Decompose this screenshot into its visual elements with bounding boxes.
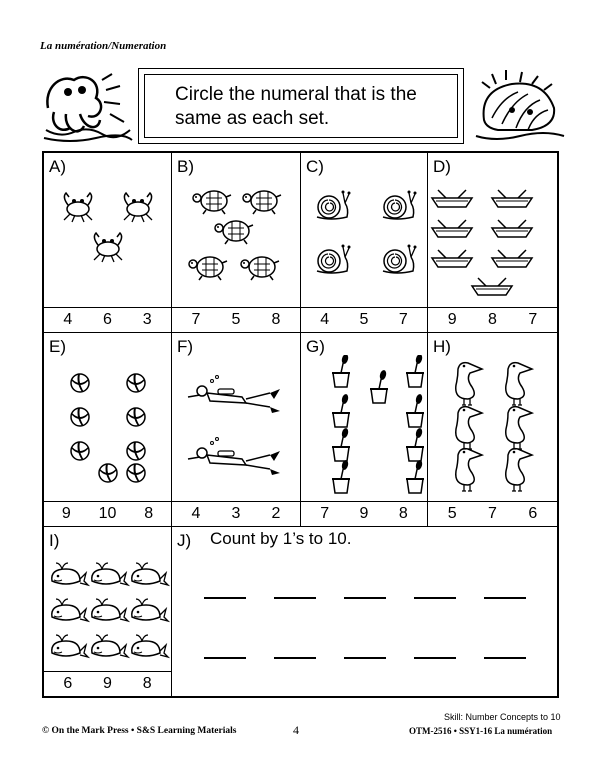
answer-option[interactable]: 6 (103, 311, 112, 328)
answer-option[interactable]: 7 (191, 311, 201, 328)
turtle-icon (172, 175, 300, 305)
cell-label: G) (306, 337, 325, 356)
answer-choices (172, 307, 300, 332)
cell-label: J) (177, 531, 192, 550)
topic-header: La numération/Numeration (40, 40, 167, 52)
answer-choices (172, 501, 300, 526)
cell-g (301, 333, 428, 527)
instruction-line-1: Circle the numeral that is the (175, 84, 417, 105)
skill-label: Skill: Number Concepts to 10 (444, 712, 561, 722)
answer-option[interactable]: 4 (63, 311, 73, 328)
answer-option[interactable]: 9 (447, 311, 457, 328)
answer-choices (44, 671, 171, 696)
answer-blank[interactable] (344, 657, 386, 659)
answer-option[interactable]: 7 (320, 505, 330, 522)
answer-option[interactable]: 6 (63, 675, 73, 692)
cell-label: D) (433, 157, 451, 176)
answer-blank[interactable] (414, 657, 456, 659)
beach-ball-icon (44, 355, 171, 500)
answer-option[interactable]: 9 (103, 675, 112, 692)
answer-option[interactable]: 9 (359, 505, 369, 522)
answer-choices (428, 307, 557, 332)
answer-blank[interactable] (274, 597, 316, 599)
scuba-diver-icon (172, 355, 300, 500)
octopus-splash-icon (40, 68, 135, 143)
instruction-line-2: same as each set. (175, 108, 330, 129)
answer-choices (301, 307, 427, 332)
answer-option[interactable]: 3 (142, 311, 152, 328)
cell-b (172, 153, 301, 333)
cell-label: H) (433, 337, 451, 356)
answer-option[interactable]: 8 (398, 505, 408, 522)
cell-label: A) (49, 157, 66, 176)
cell-f (172, 333, 301, 527)
answer-blank[interactable] (344, 597, 386, 599)
page-number: 4 (293, 723, 299, 737)
answer-choices (44, 307, 171, 332)
crab-icon (44, 175, 171, 305)
sea-shell-icon (472, 68, 567, 143)
answer-option[interactable]: 2 (271, 505, 281, 522)
cell-label: C) (306, 157, 324, 176)
cell-label: I) (49, 531, 60, 550)
whale-icon (44, 549, 171, 669)
cell-i (44, 527, 172, 696)
answer-option[interactable]: 7 (488, 505, 497, 522)
answer-blank[interactable] (484, 657, 526, 659)
cell-h (428, 333, 557, 527)
instruction-box (138, 68, 464, 144)
answer-option[interactable]: 6 (528, 505, 538, 522)
answer-blank[interactable] (484, 597, 526, 599)
cell-c (301, 153, 428, 333)
answer-option[interactable]: 3 (231, 505, 241, 522)
answer-choices (44, 501, 171, 526)
answer-option[interactable]: 9 (61, 505, 71, 522)
publisher-credit: © On the Mark Press • S&S Learning Materials (42, 726, 237, 736)
snail-icon (301, 175, 427, 305)
answer-option[interactable]: 8 (271, 311, 281, 328)
answer-choices (428, 501, 557, 526)
answer-blank[interactable] (204, 597, 246, 599)
cell-label: E) (49, 337, 66, 356)
cell-d (428, 153, 557, 333)
answer-option[interactable]: 7 (528, 311, 538, 328)
count-instruction: Count by 1’s to 10. (210, 529, 352, 548)
answer-blank[interactable] (274, 657, 316, 659)
cell-e (44, 333, 172, 527)
answer-option[interactable]: 4 (191, 505, 201, 522)
answer-option[interactable]: 8 (488, 311, 497, 328)
cell-label: F) (177, 337, 194, 356)
cell-j (172, 527, 557, 696)
rowboat-icon (428, 175, 557, 305)
product-code: OTM-2516 • SSY1-16 La numération (409, 726, 553, 736)
answer-blank[interactable] (204, 657, 246, 659)
answer-option[interactable]: 4 (320, 311, 330, 328)
answer-option[interactable]: 5 (231, 311, 241, 328)
cell-label: B) (177, 157, 194, 176)
answer-blank[interactable] (414, 597, 456, 599)
answer-option[interactable]: 8 (142, 675, 152, 692)
worksheet-grid (42, 151, 559, 698)
answer-option[interactable]: 5 (447, 505, 457, 522)
cell-a (44, 153, 172, 333)
pelican-icon (428, 355, 557, 500)
answer-option[interactable]: 8 (144, 505, 154, 522)
answer-option[interactable]: 5 (359, 311, 369, 328)
sand-pail-icon (301, 355, 427, 500)
answer-option[interactable]: 10 (98, 505, 117, 522)
answer-option[interactable]: 7 (398, 311, 408, 328)
answer-choices (301, 501, 427, 526)
